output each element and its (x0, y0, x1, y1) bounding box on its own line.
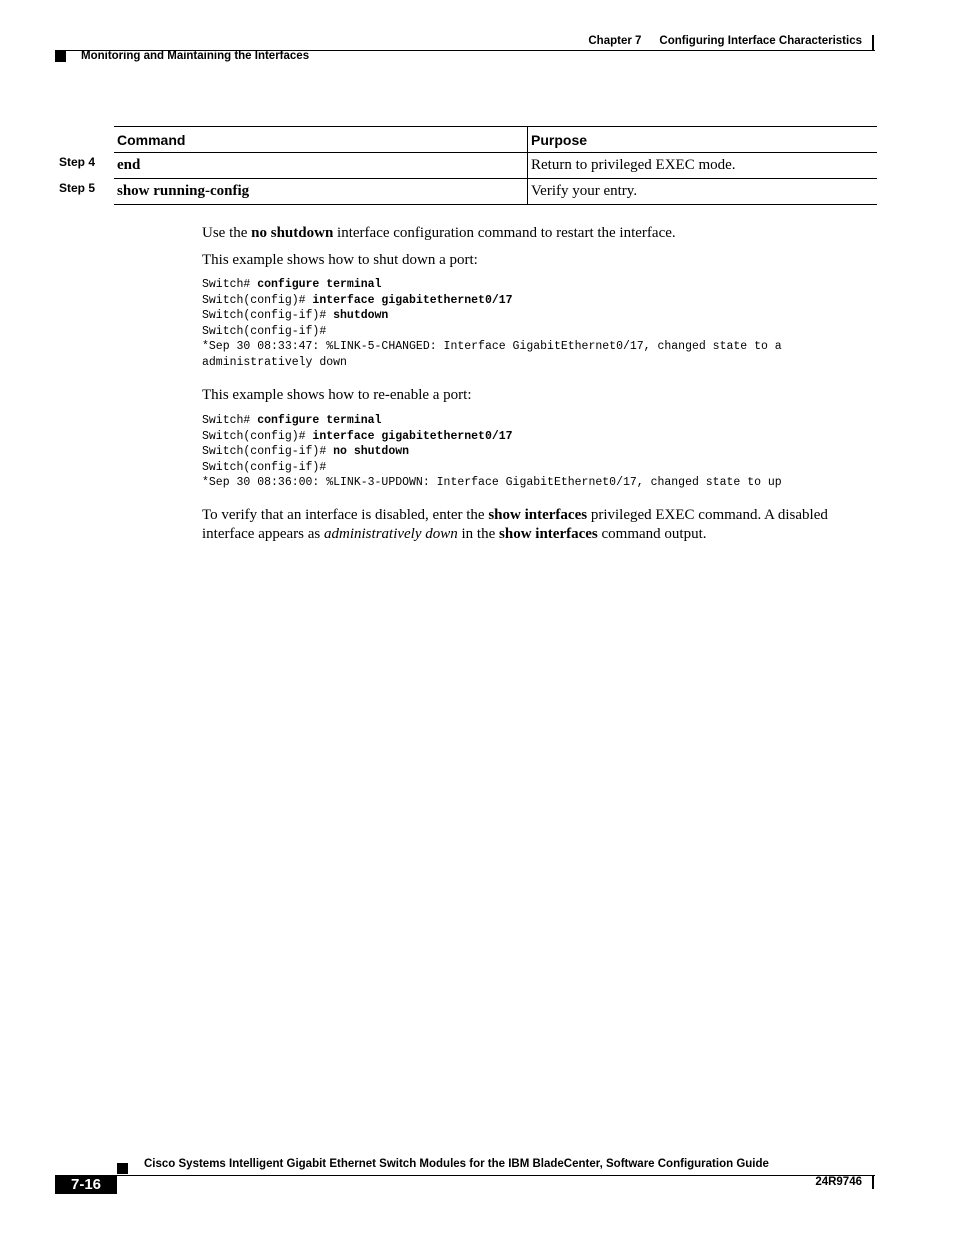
chapter-number: Chapter 7 (588, 35, 642, 47)
text-run: Use the (202, 225, 252, 241)
column-header-purpose: Purpose (528, 127, 878, 153)
code-line: Switch(config)# interface gigabitethernet0/17 (202, 293, 513, 307)
header-vertical-bar (872, 35, 874, 51)
code-line: administratively down (202, 355, 347, 369)
paragraph-verify (202, 506, 882, 544)
text-run: command output. (597, 526, 707, 542)
command-cell: show running-config (114, 179, 528, 205)
column-header-command: Command (114, 127, 528, 153)
footer-square-marker (117, 1163, 128, 1174)
paragraph-shutdown-example: This example shows how to shut down a port: (202, 252, 478, 268)
step-label-5: Step 5 (59, 181, 96, 195)
code-line: Switch(config-if)# no shutdown (202, 445, 410, 459)
code-line: *Sep 30 08:33:47: %LINK-5-CHANGED: Interface GigabitEthernet0/17, changed state to a (202, 340, 782, 354)
document-number: 24R9746 (815, 1176, 862, 1188)
code-line: Switch# configure terminal (202, 278, 382, 291)
code-line: Switch(config-if)# shutdown (202, 309, 389, 323)
code-line: Switch# configure terminal (202, 414, 382, 427)
text-run: interface configuration command to restart the interface. (333, 225, 676, 241)
text-run: privileged EXEC command. A disabled interface appears as (202, 507, 828, 542)
code-line: Switch(config-if)# (202, 324, 327, 338)
bold-command: no shutdown (251, 225, 334, 241)
step-label-4: Step 4 (59, 155, 96, 169)
purpose-cell: Return to privileged EXEC mode. (528, 153, 878, 179)
page-number: 7-16 (55, 1175, 117, 1194)
table-row (114, 179, 877, 205)
footer-guide-title: Cisco Systems Intelligent Gigabit Ethernet Switch Modules for the IBM BladeCenter, Software Configuration Guide (144, 1158, 769, 1170)
italic-term: administratively down (324, 526, 458, 542)
chapter-title: Configuring Interface Characteristics (659, 35, 862, 47)
paragraph-restart (202, 224, 882, 243)
bold-command: show interfaces (499, 526, 598, 542)
command-cell: end (114, 153, 528, 179)
table-header-row (114, 127, 877, 153)
text-run: in the (457, 526, 500, 542)
command-table (114, 126, 877, 205)
bold-command: show interfaces (488, 507, 588, 523)
code-line: *Sep 30 08:36:00: %LINK-3-UPDOWN: Interface GigabitEthernet0/17, changed state to up (202, 476, 782, 490)
code-block-shutdown (202, 277, 782, 371)
code-line: Switch(config)# interface gigabitethernet0/17 (202, 429, 513, 443)
text-run: To verify that an interface is disabled, enter the (202, 507, 489, 523)
running-header-section: Monitoring and Maintaining the Interfaces (81, 50, 310, 62)
table-row (114, 153, 877, 179)
purpose-cell: Verify your entry. (528, 179, 878, 205)
running-header-chapter (588, 35, 862, 47)
code-block-reenable (202, 413, 782, 491)
footer-vertical-bar (872, 1175, 874, 1189)
paragraph-reenable-example: This example shows how to re-enable a port: (202, 387, 472, 403)
code-line: Switch(config-if)# (202, 460, 327, 474)
header-square-marker (55, 51, 66, 62)
footer-rule (55, 1175, 875, 1176)
